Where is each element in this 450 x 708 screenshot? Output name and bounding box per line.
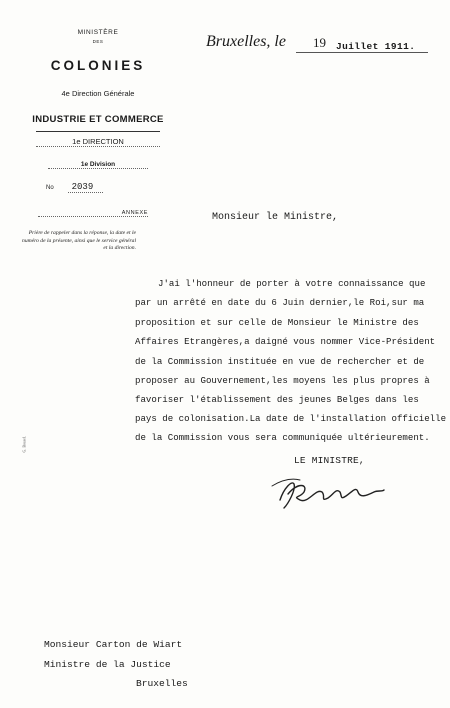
body-line: J'ai l'honneur de porter à votre connaissance que <box>158 278 426 289</box>
letterhead-rule <box>36 131 160 132</box>
address-line: Bruxelles <box>136 678 188 689</box>
body-line: Affaires Etrangères,a daigné vous nommer Vice-Président <box>135 336 436 347</box>
letterhead-colonies: COLONIES <box>50 58 146 73</box>
address-line: Monsieur Carton de Wiart <box>44 639 183 650</box>
body-line: proposer au Gouvernement,les moyens les plus propres à <box>135 375 430 386</box>
address-line: Ministre de la Justice <box>44 659 171 670</box>
printer-mark: G. Bossel. <box>21 435 27 453</box>
letterhead-direction-generale: 4e Direction Générale <box>61 89 135 98</box>
letterhead-annexe: ANNEXE <box>38 210 148 217</box>
signature-image <box>270 470 390 512</box>
letterhead-direction: 1e DIRECTION <box>36 137 160 147</box>
body-line: par un arrêté en date du 6 Juin dernier,le Roi,sur ma <box>135 297 425 308</box>
body-line: proposition et sur celle de Monsieur le Ministre des <box>135 317 419 328</box>
letterhead-note: Prière de rappeler dans la réponse, la date et le numéro de la présente, ainsi que le service général et la direction. <box>22 230 136 252</box>
body-line: pays de colonisation.La date de l'installation officielle <box>135 413 447 424</box>
date-month-year: Juillet 1911. <box>336 41 416 52</box>
body-line: de la Commission vous sera communiquée ultérieurement. <box>135 432 430 443</box>
numero-value: 2039 <box>68 182 104 193</box>
letterhead-ministere: MINISTÈRE <box>77 29 119 36</box>
salutation: Monsieur le Ministre, <box>212 212 339 223</box>
letterhead-division: 1e Division <box>48 161 148 169</box>
date-day: 19 <box>313 35 326 50</box>
letterhead-industrie: INDUSTRIE ET COMMERCE <box>32 114 164 125</box>
date-rule <box>296 52 428 53</box>
letterhead-des: DES <box>92 39 104 44</box>
numero-label: No <box>46 185 54 191</box>
body-line: de la Commission instituée en vue de rechercher et de <box>135 356 425 367</box>
letterhead-numero-row <box>46 182 146 192</box>
closing-title: LE MINISTRE, <box>294 455 365 466</box>
date-city: Bruxelles, le <box>206 33 286 50</box>
body-line: favoriser l'établissement des jeunes Belges dans les <box>135 394 419 405</box>
